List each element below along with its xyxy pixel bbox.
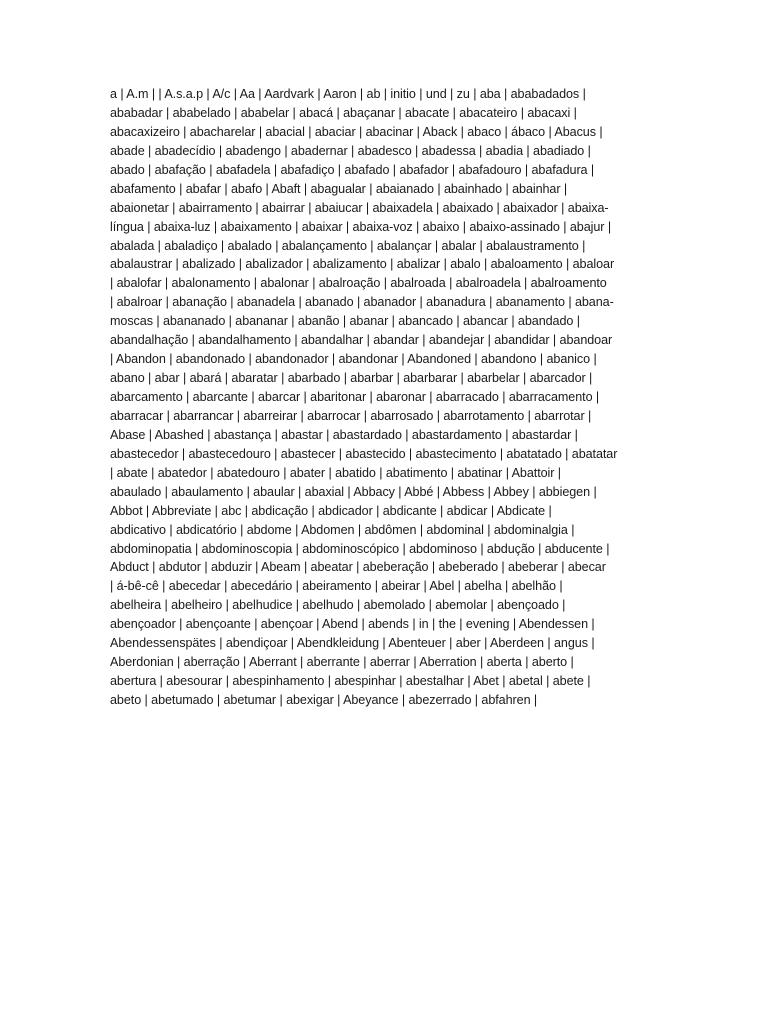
- text-line: abelheira | abelheiro | abelhudice | abelhudo | abemolado | abemolar | abençoado |: [110, 598, 566, 613]
- text-line: | abalofar | abalonamento | abalonar | abalroação | abalroada | abalroadela | abalroamento: [110, 276, 607, 291]
- text-line: Abendessenspätes | abendiçoar | Abendkleidung | Abenteuer | aber | Aberdeen | angus |: [110, 636, 595, 651]
- text-line: abado | abafação | abafadela | abafadiço | abafado | abafador | abafadouro | abafadura |: [110, 162, 595, 177]
- text-line: abalaustrar | abalizado | abalizador | abalizamento | abalizar | abalo | abaloamento | abaloar: [110, 257, 615, 272]
- text-line: Abase | Abashed | abastança | abastar | abastardado | abastardamento | abastardar |: [110, 427, 578, 442]
- text-line: abade | abadecídio | abadengo | abadernar | abadesco | abadessa | abadia | abadiado |: [110, 143, 591, 158]
- text-line: língua | abaixa-luz | abaixamento | abaixar | abaixa-voz | abaixo | abaixo-assinado | abajur |: [110, 219, 612, 234]
- text-line: abarcamento | abarcante | abarcar | abaritonar | abaronar | abarracado | abarracamento |: [110, 390, 600, 404]
- text-line: abdominopatia | abdominoscopia | abdominoscópico | abdominoso | abdução | abducente |: [110, 541, 610, 556]
- text-line: | Abandon | abandonado | abandonador | abandonar | Abandoned | abandono | abanico |: [110, 352, 597, 367]
- text-line: abacaxizeiro | abacharelar | abacial | abaciar | abacinar | Aback | abaco | ábaco | Abacus |: [110, 124, 603, 139]
- text-line: Aberdonian | aberração | Aberrant | aberrante | aberrar | Aberration | aberta | aberto |: [110, 655, 574, 670]
- text-line: abalada | abaladiço | abalado | abalançamento | abalançar | abalar | abalaustramento |: [110, 238, 586, 253]
- text-line: abastecedor | abastecedouro | abastecer | abastecido | abastecimento | abatatado | abatatar: [110, 446, 618, 461]
- text-line: abaionetar | abairramento | abairrar | abaiucar | abaixadela | abaixado | abaixador | abaixa-: [110, 200, 609, 215]
- text-line: abençoador | abençoante | abençoar | Abend | abends | in | the | evening | Abendessen |: [110, 617, 595, 632]
- text-line: abdicativo | abdicatório | abdome | Abdomen | abdômen | abdominal | abdominalgia |: [110, 522, 575, 537]
- text-line: a | A.m | | A.s.a.p | A/c | Aa | Aardvark | Aaron | ab | initio | und | zu | aba | ababadados |: [110, 87, 586, 101]
- text-line: | abalroar | abanação | abanadela | abanado | abanador | abanadura | abanamento | abana-: [110, 295, 614, 310]
- text-line: Abbot | Abbreviate | abc | abdicação | abdicador | abdicante | abdicar | Abdicate |: [110, 503, 552, 518]
- text-line: abarracar | abarrancar | abarreirar | abarrocar | abarrosado | abarrotamento | abarrotar |: [110, 408, 592, 423]
- text-line: abaulado | abaulamento | abaular | abaxial | Abbacy | Abbé | Abbess | Abbey | abbiegen |: [110, 484, 597, 499]
- text-line: | abate | abatedor | abatedouro | abater | abatido | abatimento | abatinar | Abattoir |: [110, 465, 561, 480]
- text-line: | á-bê-cê | abecedar | abecedário | abeiramento | abeirar | Abel | abelha | abelhão |: [110, 579, 563, 594]
- text-line: abano | abar | abará | abaratar | abarbado | abarbar | abarbarar | abarbelar | abarcador |: [110, 371, 593, 386]
- text-line: moscas | abananado | abananar | abanão | abanar | abancado | abancar | abandado |: [110, 314, 580, 329]
- text-line: Abduct | abdutor | abduzir | Abeam | abeatar | abeberação | abeberado | abeberar | abecar: [110, 560, 606, 575]
- word-list-text: [110, 85, 670, 710]
- text-line: ababadar | ababelado | ababelar | abacá | abaçanar | abacate | abacateiro | abacaxi |: [110, 105, 577, 120]
- text-line: abertura | abesourar | abespinhamento | abespinhar | abestalhar | Abet | abetal | abete |: [110, 674, 591, 689]
- text-line: abafamento | abafar | abafo | Abaft | abagualar | abaianado | abainhado | abainhar |: [110, 181, 568, 196]
- text-line: abandalhação | abandalhamento | abandalhar | abandar | abandejar | abandidar | abandoar: [110, 333, 613, 348]
- text-line: abeto | abetumado | abetumar | abexigar | Abeyance | abezerrado | abfahren |: [110, 693, 538, 707]
